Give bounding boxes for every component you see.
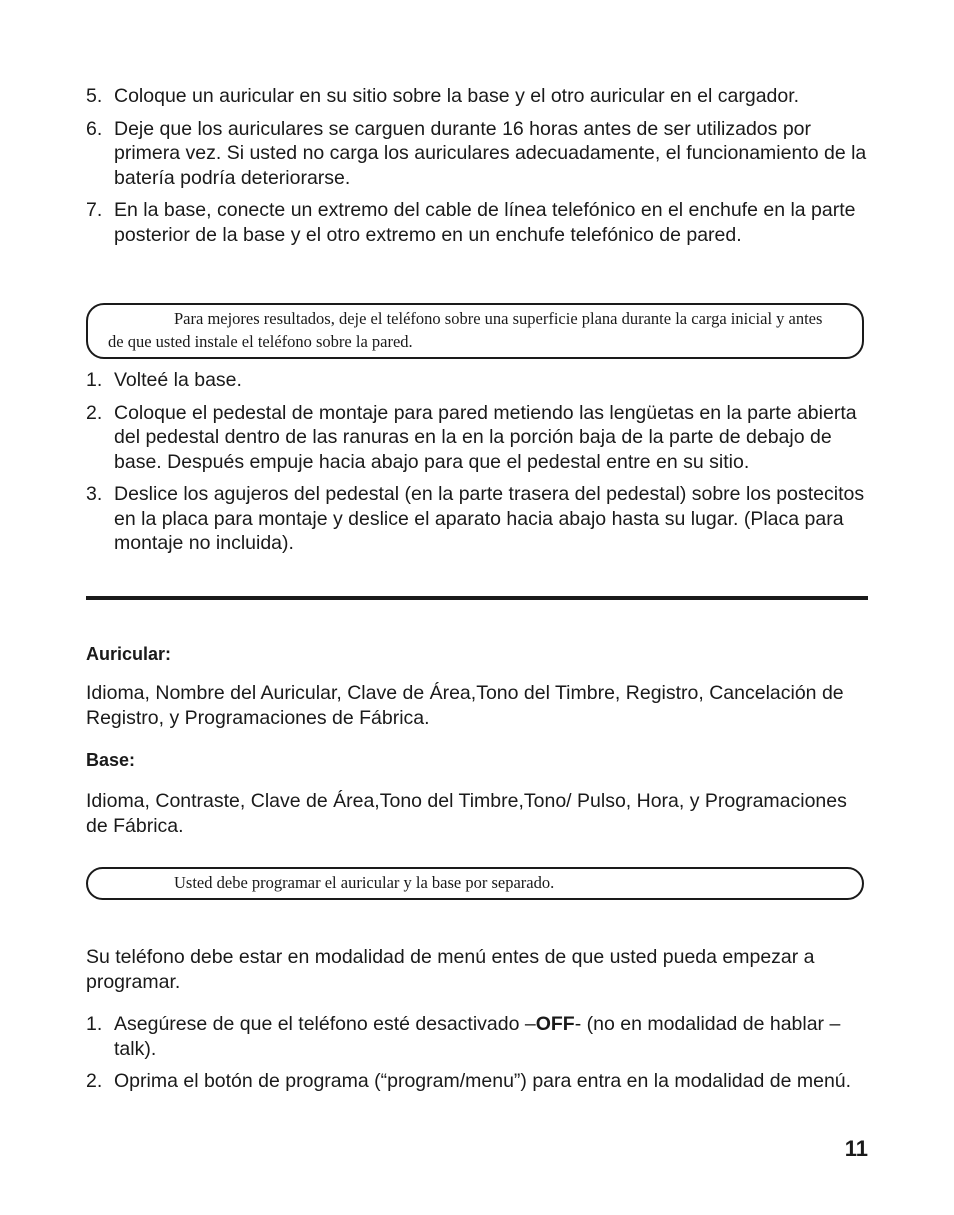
setup-steps-list <box>86 84 868 255</box>
note-box-charging <box>86 303 864 359</box>
base-heading: Base: <box>86 750 136 770</box>
list-item: 2. Oprima el botón de programa (“program/menu”) para entra en la modalidad de menú. <box>86 1070 852 1092</box>
list-item: 1. Asegúrese de que el teléfono esté desactivado –OFF- (no en modalidad de hablar –talk). <box>86 1013 841 1060</box>
note-box-programming <box>86 867 864 900</box>
list-item: 2. Coloque el pedestal de montaje para pared metiendo las lengüetas en la parte abierta del pedestal dentro de las ranuras en la en la porción baja de la parte de debajo de base. Después empuje hacia abajo para que el pedestal entre en su sitio. <box>86 401 857 473</box>
menu-steps-list <box>86 1012 868 1102</box>
list-item: 3. Deslice los agujeros del pedestal (en la parte trasera del pedestal) sobre los postecitos en la placa para montaje y deslice el aparato hacia abajo hasta su lugar. (Placa para montaje no incluida). <box>86 483 865 554</box>
manual-page <box>86 0 868 1215</box>
list-item: 1. Volteé la base. <box>86 369 242 391</box>
handset-heading: Auricular: <box>86 644 172 664</box>
list-item: 7. En la base, conecte un extremo del cable de línea telefónico en el enchufe en la parte posterior de la base y el otro extremo en un enchufe telefónico de pared. <box>86 199 856 246</box>
list-item: 5. Coloque un auricular en su sitio sobre la base y el otro auricular en el cargador. <box>86 85 800 107</box>
wall-mount-steps-list <box>86 368 868 564</box>
page-number: 11 <box>844 1136 868 1161</box>
list-item: 6. Deje que los auriculares se carguen durante 16 horas antes de ser utilizados por primera vez. Si usted no carga los auriculares adecuadamente, el funcionamiento de la batería podría deteriorarse. <box>86 117 867 189</box>
off-keyword: OFF <box>535 1013 575 1035</box>
note-text: Usted debe programar el auricular y la base por separado. <box>174 873 555 892</box>
intro-paragraph: Su teléfono debe estar en modalidad de menú entes de que usted pueda empezar a programar. <box>86 946 815 993</box>
section-divider <box>86 596 868 600</box>
handset-settings-text: Idioma, Nombre del Auricular, Clave de Área,Tono del Timbre, Registro, Cancelación de Registro, y Programaciones de Fábrica. <box>86 682 844 729</box>
note-text: Para mejores resultados, deje el teléfono sobre una superficie plana durante la carga inicial y antes de que usted instale el teléfono sobre la pared. <box>108 309 823 351</box>
base-settings-text: Idioma, Contraste, Clave de Área,Tono del Timbre,Tono/ Pulso, Hora, y Programaciones de Fábrica. <box>86 790 847 837</box>
